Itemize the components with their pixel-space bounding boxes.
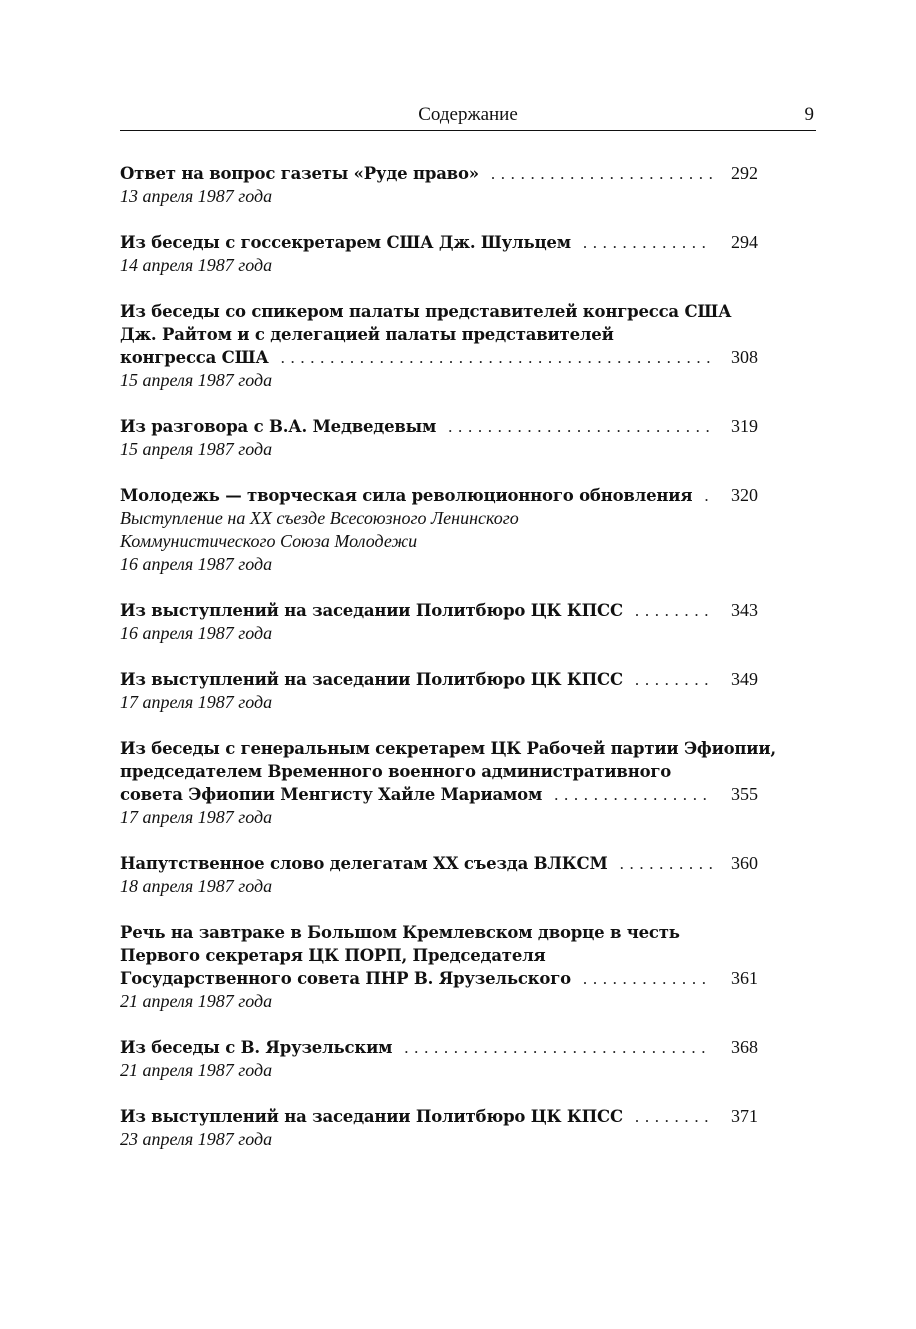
toc-entry-page-number: 320 (731, 485, 758, 505)
toc-entry-subtitle: 15 апреля 1987 года (120, 370, 273, 390)
toc-entry-subtitle: 15 апреля 1987 года (120, 439, 273, 459)
dot-leader (554, 783, 712, 806)
toc-entry-page-number: 294 (731, 232, 758, 252)
toc-entry-subtitle: 13 апреля 1987 года (120, 186, 273, 206)
toc-entry-title-row (120, 852, 758, 875)
toc-entry-title: Из выступлений на заседании Политбюро ЦК КПСС (120, 601, 623, 620)
toc-entry-title-line: Первого секретаря ЦК ПОРП, Председателя (120, 946, 546, 965)
toc-entry-title-row (120, 783, 758, 806)
toc-entry[interactable] (120, 162, 758, 208)
toc-entry-title-line: Из беседы со спикером палаты представителей конгресса США (120, 302, 732, 321)
toc-entry-subtitle: Коммунистического Союза Молодежи (120, 531, 418, 551)
toc-entry-page-number: 361 (731, 968, 758, 988)
toc-entry-title-row (120, 967, 758, 990)
toc-entry-title-line: Дж. Райтом и с делегацией палаты представителей (120, 325, 614, 344)
toc-entry-page-number: 349 (731, 669, 758, 689)
toc-entry-page-number: 355 (731, 784, 758, 804)
toc-entry[interactable] (120, 1036, 758, 1082)
toc-entry-title: Молодежь — творческая сила революционного обновления (120, 486, 693, 505)
dot-leader (620, 852, 712, 875)
toc-entry-title-line: Из беседы с генеральным секретарем ЦК Рабочей партии Эфиопии, (120, 739, 776, 758)
dot-leader (491, 162, 712, 185)
toc-entry-page-number: 319 (731, 416, 758, 436)
toc-entry-title-row (120, 1105, 758, 1128)
toc-entry-title: Государственного совета ПНР В. Ярузельского (120, 969, 571, 988)
toc-entry-page-number: 308 (731, 347, 758, 367)
dot-leader (635, 1105, 712, 1128)
dot-leader (281, 346, 712, 369)
toc-entry[interactable] (120, 737, 776, 829)
toc-entry-page-number: 343 (731, 600, 758, 620)
toc-entry-subtitle: 16 апреля 1987 года (120, 623, 273, 643)
toc-entry-subtitle: 21 апреля 1987 года (120, 1060, 273, 1080)
table-of-contents (120, 162, 776, 1174)
toc-entry[interactable] (120, 300, 758, 392)
toc-entry-subtitle: 14 апреля 1987 года (120, 255, 273, 275)
toc-entry-subtitle: 23 апреля 1987 года (120, 1129, 273, 1149)
toc-entry-page-number: 360 (731, 853, 758, 873)
toc-entry-subtitle: 18 апреля 1987 года (120, 876, 273, 896)
toc-entry-title-row (120, 415, 758, 438)
toc-entry-title-row (120, 1036, 758, 1059)
toc-entry[interactable] (120, 231, 758, 277)
toc-entry-title: Из выступлений на заседании Политбюро ЦК КПСС (120, 670, 623, 689)
toc-entry-title: Напутственное слово делегатам XX съезда ВЛКСМ (120, 854, 608, 873)
dot-leader (704, 484, 712, 507)
dot-leader (583, 967, 712, 990)
dot-leader (448, 415, 712, 438)
dot-leader (404, 1036, 712, 1059)
toc-entry-title: Из беседы с госсекретарем США Дж. Шульцем (120, 233, 571, 252)
running-header-title: Содержание (418, 104, 518, 125)
toc-entry-subtitle: 21 апреля 1987 года (120, 991, 273, 1011)
toc-entry[interactable] (120, 1105, 758, 1151)
toc-entry-title-line: председателем Временного военного административного (120, 762, 672, 781)
toc-entry-title: конгресса США (120, 348, 269, 367)
toc-entry[interactable] (120, 921, 758, 1013)
page-number: 9 (804, 104, 814, 125)
toc-entry-title-row (120, 231, 758, 254)
toc-entry-page-number: 292 (731, 163, 758, 183)
toc-entry-subtitle: 17 апреля 1987 года (120, 692, 273, 712)
toc-entry-title-row (120, 162, 758, 185)
toc-entry[interactable] (120, 852, 758, 898)
toc-entry-subtitle: 17 апреля 1987 года (120, 807, 273, 827)
toc-entry-title-line: Речь на завтраке в Большом Кремлевском дворце в честь (120, 923, 680, 942)
toc-entry-subtitle: Выступление на XX съезде Всесоюзного Ленинского (120, 508, 519, 528)
page-header (120, 100, 816, 131)
toc-entry[interactable] (120, 415, 758, 461)
toc-entry[interactable] (120, 668, 758, 714)
toc-entry-title: Ответ на вопрос газеты «Руде право» (120, 164, 479, 183)
toc-entry-subtitle: 16 апреля 1987 года (120, 554, 273, 574)
toc-entry-title: Из разговора с В.А. Медведевым (120, 417, 437, 436)
toc-entry-title: Из выступлений на заседании Политбюро ЦК КПСС (120, 1107, 623, 1126)
toc-entry-title: совета Эфиопии Менгисту Хайле Мариамом (120, 785, 543, 804)
toc-entry[interactable] (120, 484, 758, 576)
dot-leader (635, 599, 712, 622)
toc-entry-page-number: 371 (731, 1106, 758, 1126)
toc-entry[interactable] (120, 599, 758, 645)
toc-entry-title-row (120, 668, 758, 691)
toc-entry-title: Из беседы с В. Ярузельским (120, 1038, 393, 1057)
toc-entry-page-number: 368 (731, 1037, 758, 1057)
dot-leader (635, 668, 712, 691)
dot-leader (583, 231, 712, 254)
toc-entry-title-row (120, 346, 758, 369)
toc-entry-title-row (120, 484, 758, 507)
toc-entry-title-row (120, 599, 758, 622)
